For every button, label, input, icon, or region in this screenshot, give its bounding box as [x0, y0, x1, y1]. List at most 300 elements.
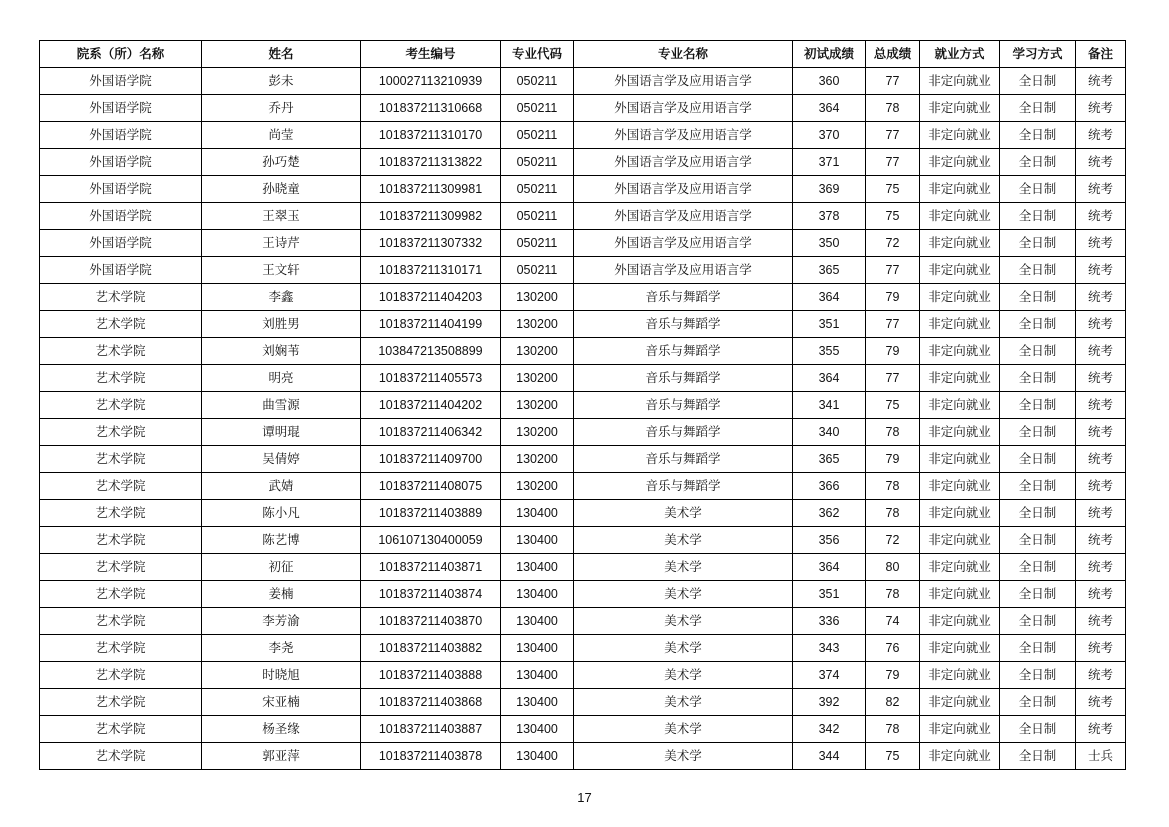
- cell-employment-type: 非定向就业: [920, 446, 1000, 473]
- cell-name: 郭亚萍: [202, 743, 361, 770]
- header-remarks: 备注: [1076, 41, 1126, 68]
- cell-study-mode: 全日制: [1000, 581, 1076, 608]
- cell-major-code: 130400: [501, 608, 574, 635]
- cell-candidate-id: 101837211403878: [361, 743, 501, 770]
- cell-study-mode: 全日制: [1000, 392, 1076, 419]
- cell-name: 彭未: [202, 68, 361, 95]
- cell-initial-score: 341: [793, 392, 866, 419]
- cell-study-mode: 全日制: [1000, 716, 1076, 743]
- cell-total-score: 75: [866, 176, 920, 203]
- header-department: 院系（所）名称: [40, 41, 202, 68]
- cell-major-code: 050211: [501, 203, 574, 230]
- cell-name: 杨圣缘: [202, 716, 361, 743]
- cell-initial-score: 369: [793, 176, 866, 203]
- cell-study-mode: 全日制: [1000, 68, 1076, 95]
- cell-major-code: 130400: [501, 527, 574, 554]
- cell-initial-score: 364: [793, 554, 866, 581]
- cell-candidate-id: 101837211403868: [361, 689, 501, 716]
- table-row: [40, 284, 1126, 311]
- cell-study-mode: 全日制: [1000, 95, 1076, 122]
- cell-major-name: 美术学: [574, 527, 793, 554]
- cell-candidate-id: 101837211310170: [361, 122, 501, 149]
- cell-employment-type: 非定向就业: [920, 122, 1000, 149]
- cell-remarks: 统考: [1076, 176, 1126, 203]
- cell-major-name: 外国语言学及应用语言学: [574, 149, 793, 176]
- cell-name: 曲雪源: [202, 392, 361, 419]
- cell-major-name: 美术学: [574, 635, 793, 662]
- cell-employment-type: 非定向就业: [920, 149, 1000, 176]
- cell-total-score: 78: [866, 581, 920, 608]
- cell-initial-score: 374: [793, 662, 866, 689]
- cell-department: 艺术学院: [40, 581, 202, 608]
- cell-name: 刘娴苇: [202, 338, 361, 365]
- cell-major-name: 音乐与舞蹈学: [574, 419, 793, 446]
- cell-major-code: 130400: [501, 500, 574, 527]
- cell-candidate-id: 101837211310668: [361, 95, 501, 122]
- table-row: [40, 122, 1126, 149]
- cell-candidate-id: 101837211403887: [361, 716, 501, 743]
- cell-study-mode: 全日制: [1000, 662, 1076, 689]
- cell-major-code: 130400: [501, 554, 574, 581]
- cell-study-mode: 全日制: [1000, 284, 1076, 311]
- cell-candidate-id: 106107130400059: [361, 527, 501, 554]
- cell-remarks: 统考: [1076, 149, 1126, 176]
- cell-remarks: 统考: [1076, 473, 1126, 500]
- cell-candidate-id: 101837211309981: [361, 176, 501, 203]
- cell-candidate-id: 101837211403871: [361, 554, 501, 581]
- cell-employment-type: 非定向就业: [920, 338, 1000, 365]
- cell-name: 王诗芹: [202, 230, 361, 257]
- cell-major-name: 美术学: [574, 608, 793, 635]
- cell-major-name: 音乐与舞蹈学: [574, 338, 793, 365]
- cell-name: 王翠玉: [202, 203, 361, 230]
- cell-major-name: 音乐与舞蹈学: [574, 446, 793, 473]
- cell-employment-type: 非定向就业: [920, 203, 1000, 230]
- cell-total-score: 79: [866, 662, 920, 689]
- table-row: [40, 527, 1126, 554]
- cell-department: 艺术学院: [40, 392, 202, 419]
- cell-candidate-id: 101837211403870: [361, 608, 501, 635]
- cell-major-code: 130400: [501, 635, 574, 662]
- admission-roster-table: [39, 40, 1126, 770]
- cell-study-mode: 全日制: [1000, 122, 1076, 149]
- cell-major-code: 050211: [501, 230, 574, 257]
- cell-study-mode: 全日制: [1000, 419, 1076, 446]
- cell-candidate-id: 101837211307332: [361, 230, 501, 257]
- cell-major-name: 美术学: [574, 716, 793, 743]
- cell-total-score: 79: [866, 338, 920, 365]
- cell-remarks: 统考: [1076, 203, 1126, 230]
- cell-major-name: 音乐与舞蹈学: [574, 365, 793, 392]
- cell-total-score: 72: [866, 527, 920, 554]
- cell-name: 吴倩婷: [202, 446, 361, 473]
- cell-total-score: 77: [866, 122, 920, 149]
- cell-employment-type: 非定向就业: [920, 311, 1000, 338]
- cell-initial-score: 344: [793, 743, 866, 770]
- cell-initial-score: 356: [793, 527, 866, 554]
- cell-major-name: 外国语言学及应用语言学: [574, 95, 793, 122]
- page-number: 17: [577, 790, 592, 805]
- cell-total-score: 77: [866, 257, 920, 284]
- cell-total-score: 79: [866, 284, 920, 311]
- table-row: [40, 338, 1126, 365]
- cell-major-code: 050211: [501, 176, 574, 203]
- cell-study-mode: 全日制: [1000, 500, 1076, 527]
- cell-study-mode: 全日制: [1000, 554, 1076, 581]
- cell-remarks: 统考: [1076, 500, 1126, 527]
- cell-initial-score: 362: [793, 500, 866, 527]
- cell-department: 艺术学院: [40, 338, 202, 365]
- cell-study-mode: 全日制: [1000, 149, 1076, 176]
- cell-department: 外国语学院: [40, 95, 202, 122]
- cell-study-mode: 全日制: [1000, 176, 1076, 203]
- table-row: [40, 662, 1126, 689]
- cell-initial-score: 340: [793, 419, 866, 446]
- table-row: [40, 311, 1126, 338]
- cell-study-mode: 全日制: [1000, 743, 1076, 770]
- cell-major-name: 美术学: [574, 662, 793, 689]
- cell-major-name: 外国语言学及应用语言学: [574, 122, 793, 149]
- table-row: [40, 392, 1126, 419]
- cell-candidate-id: 101837211309982: [361, 203, 501, 230]
- cell-study-mode: 全日制: [1000, 203, 1076, 230]
- cell-candidate-id: 101837211408075: [361, 473, 501, 500]
- cell-major-code: 130200: [501, 392, 574, 419]
- cell-total-score: 77: [866, 365, 920, 392]
- cell-department: 外国语学院: [40, 68, 202, 95]
- header-study-mode: 学习方式: [1000, 41, 1076, 68]
- cell-department: 艺术学院: [40, 311, 202, 338]
- cell-total-score: 75: [866, 203, 920, 230]
- cell-study-mode: 全日制: [1000, 311, 1076, 338]
- header-employment-type: 就业方式: [920, 41, 1000, 68]
- cell-remarks: 统考: [1076, 635, 1126, 662]
- cell-initial-score: 343: [793, 635, 866, 662]
- cell-department: 艺术学院: [40, 743, 202, 770]
- cell-major-code: 130400: [501, 716, 574, 743]
- cell-candidate-id: 101837211404203: [361, 284, 501, 311]
- cell-initial-score: 365: [793, 446, 866, 473]
- cell-study-mode: 全日制: [1000, 527, 1076, 554]
- cell-candidate-id: 101837211403889: [361, 500, 501, 527]
- cell-total-score: 78: [866, 419, 920, 446]
- cell-total-score: 77: [866, 68, 920, 95]
- cell-employment-type: 非定向就业: [920, 68, 1000, 95]
- cell-major-name: 美术学: [574, 743, 793, 770]
- cell-department: 艺术学院: [40, 284, 202, 311]
- cell-initial-score: 371: [793, 149, 866, 176]
- header-candidate-id: 考生编号: [361, 41, 501, 68]
- cell-study-mode: 全日制: [1000, 446, 1076, 473]
- cell-employment-type: 非定向就业: [920, 95, 1000, 122]
- table-row: [40, 554, 1126, 581]
- table-row: [40, 743, 1126, 770]
- cell-major-code: 130400: [501, 689, 574, 716]
- cell-employment-type: 非定向就业: [920, 257, 1000, 284]
- cell-candidate-id: 101837211313822: [361, 149, 501, 176]
- cell-department: 艺术学院: [40, 716, 202, 743]
- cell-total-score: 78: [866, 95, 920, 122]
- cell-employment-type: 非定向就业: [920, 230, 1000, 257]
- cell-major-name: 美术学: [574, 581, 793, 608]
- cell-major-code: 130200: [501, 419, 574, 446]
- cell-total-score: 76: [866, 635, 920, 662]
- cell-major-code: 130400: [501, 743, 574, 770]
- cell-department: 外国语学院: [40, 203, 202, 230]
- cell-remarks: 统考: [1076, 581, 1126, 608]
- cell-department: 艺术学院: [40, 554, 202, 581]
- cell-name: 孙晓童: [202, 176, 361, 203]
- cell-department: 外国语学院: [40, 176, 202, 203]
- cell-employment-type: 非定向就业: [920, 554, 1000, 581]
- table-row: [40, 419, 1126, 446]
- cell-remarks: 统考: [1076, 311, 1126, 338]
- cell-major-name: 音乐与舞蹈学: [574, 473, 793, 500]
- cell-major-code: 130400: [501, 662, 574, 689]
- cell-name: 时晓旭: [202, 662, 361, 689]
- header-major-name: 专业名称: [574, 41, 793, 68]
- cell-major-code: 130200: [501, 311, 574, 338]
- table-row: [40, 608, 1126, 635]
- cell-name: 李尧: [202, 635, 361, 662]
- cell-employment-type: 非定向就业: [920, 581, 1000, 608]
- cell-remarks: 士兵: [1076, 743, 1126, 770]
- cell-name: 尚莹: [202, 122, 361, 149]
- cell-remarks: 统考: [1076, 95, 1126, 122]
- cell-remarks: 统考: [1076, 284, 1126, 311]
- cell-major-code: 130200: [501, 446, 574, 473]
- cell-department: 艺术学院: [40, 419, 202, 446]
- cell-remarks: 统考: [1076, 554, 1126, 581]
- cell-department: 艺术学院: [40, 662, 202, 689]
- cell-remarks: 统考: [1076, 365, 1126, 392]
- cell-major-name: 美术学: [574, 554, 793, 581]
- cell-total-score: 82: [866, 689, 920, 716]
- roster-body: [40, 68, 1126, 770]
- cell-remarks: 统考: [1076, 527, 1126, 554]
- table-row: [40, 689, 1126, 716]
- cell-name: 陈小凡: [202, 500, 361, 527]
- cell-name: 王文轩: [202, 257, 361, 284]
- cell-department: 艺术学院: [40, 635, 202, 662]
- cell-total-score: 80: [866, 554, 920, 581]
- cell-candidate-id: 101837211403882: [361, 635, 501, 662]
- cell-initial-score: 336: [793, 608, 866, 635]
- cell-major-name: 外国语言学及应用语言学: [574, 230, 793, 257]
- cell-total-score: 77: [866, 149, 920, 176]
- table-row: [40, 635, 1126, 662]
- cell-candidate-id: 101837211406342: [361, 419, 501, 446]
- cell-initial-score: 360: [793, 68, 866, 95]
- table-row: [40, 716, 1126, 743]
- cell-employment-type: 非定向就业: [920, 608, 1000, 635]
- cell-major-code: 130200: [501, 365, 574, 392]
- cell-total-score: 77: [866, 311, 920, 338]
- header-initial-score: 初试成绩: [793, 41, 866, 68]
- cell-study-mode: 全日制: [1000, 473, 1076, 500]
- cell-employment-type: 非定向就业: [920, 500, 1000, 527]
- cell-department: 艺术学院: [40, 608, 202, 635]
- cell-major-name: 美术学: [574, 689, 793, 716]
- cell-candidate-id: 101837211405573: [361, 365, 501, 392]
- cell-major-code: 050211: [501, 95, 574, 122]
- cell-department: 外国语学院: [40, 257, 202, 284]
- cell-name: 孙巧楚: [202, 149, 361, 176]
- cell-major-code: 050211: [501, 122, 574, 149]
- cell-initial-score: 355: [793, 338, 866, 365]
- cell-initial-score: 370: [793, 122, 866, 149]
- cell-candidate-id: 101837211310171: [361, 257, 501, 284]
- cell-total-score: 78: [866, 473, 920, 500]
- cell-major-code: 050211: [501, 149, 574, 176]
- cell-total-score: 79: [866, 446, 920, 473]
- table-row: [40, 176, 1126, 203]
- cell-remarks: 统考: [1076, 608, 1126, 635]
- table-row: [40, 581, 1126, 608]
- cell-total-score: 75: [866, 392, 920, 419]
- cell-department: 艺术学院: [40, 527, 202, 554]
- cell-candidate-id: 101837211404199: [361, 311, 501, 338]
- cell-initial-score: 351: [793, 581, 866, 608]
- table-row: [40, 149, 1126, 176]
- cell-remarks: 统考: [1076, 662, 1126, 689]
- cell-major-name: 外国语言学及应用语言学: [574, 68, 793, 95]
- cell-name: 姜楠: [202, 581, 361, 608]
- cell-total-score: 75: [866, 743, 920, 770]
- cell-major-name: 美术学: [574, 500, 793, 527]
- cell-major-name: 外国语言学及应用语言学: [574, 176, 793, 203]
- cell-name: 乔丹: [202, 95, 361, 122]
- cell-department: 艺术学院: [40, 689, 202, 716]
- cell-employment-type: 非定向就业: [920, 419, 1000, 446]
- cell-employment-type: 非定向就业: [920, 635, 1000, 662]
- cell-employment-type: 非定向就业: [920, 392, 1000, 419]
- cell-name: 武婧: [202, 473, 361, 500]
- cell-initial-score: 364: [793, 284, 866, 311]
- cell-department: 艺术学院: [40, 446, 202, 473]
- cell-major-name: 外国语言学及应用语言学: [574, 203, 793, 230]
- cell-initial-score: 392: [793, 689, 866, 716]
- cell-employment-type: 非定向就业: [920, 365, 1000, 392]
- cell-study-mode: 全日制: [1000, 230, 1076, 257]
- cell-name: 李鑫: [202, 284, 361, 311]
- cell-study-mode: 全日制: [1000, 338, 1076, 365]
- cell-name: 陈艺博: [202, 527, 361, 554]
- cell-department: 艺术学院: [40, 473, 202, 500]
- cell-candidate-id: 101837211403888: [361, 662, 501, 689]
- cell-major-name: 音乐与舞蹈学: [574, 392, 793, 419]
- cell-employment-type: 非定向就业: [920, 716, 1000, 743]
- cell-employment-type: 非定向就业: [920, 689, 1000, 716]
- table-row: [40, 500, 1126, 527]
- cell-major-code: 130200: [501, 473, 574, 500]
- cell-remarks: 统考: [1076, 230, 1126, 257]
- cell-remarks: 统考: [1076, 68, 1126, 95]
- header-name: 姓名: [202, 41, 361, 68]
- cell-major-code: 130200: [501, 338, 574, 365]
- cell-major-code: 130200: [501, 284, 574, 311]
- cell-major-code: 050211: [501, 68, 574, 95]
- cell-department: 外国语学院: [40, 122, 202, 149]
- cell-department: 外国语学院: [40, 230, 202, 257]
- cell-initial-score: 364: [793, 365, 866, 392]
- cell-total-score: 72: [866, 230, 920, 257]
- cell-employment-type: 非定向就业: [920, 527, 1000, 554]
- cell-remarks: 统考: [1076, 122, 1126, 149]
- cell-major-name: 音乐与舞蹈学: [574, 284, 793, 311]
- cell-study-mode: 全日制: [1000, 257, 1076, 284]
- cell-employment-type: 非定向就业: [920, 662, 1000, 689]
- cell-major-code: 130400: [501, 581, 574, 608]
- cell-candidate-id: 100027113210939: [361, 68, 501, 95]
- cell-initial-score: 365: [793, 257, 866, 284]
- cell-name: 李芳渝: [202, 608, 361, 635]
- cell-department: 外国语学院: [40, 149, 202, 176]
- cell-study-mode: 全日制: [1000, 608, 1076, 635]
- cell-initial-score: 378: [793, 203, 866, 230]
- table-row: [40, 230, 1126, 257]
- cell-remarks: 统考: [1076, 257, 1126, 284]
- cell-major-name: 外国语言学及应用语言学: [574, 257, 793, 284]
- cell-study-mode: 全日制: [1000, 689, 1076, 716]
- cell-initial-score: 364: [793, 95, 866, 122]
- cell-employment-type: 非定向就业: [920, 284, 1000, 311]
- header-row: [40, 41, 1126, 68]
- table-row: [40, 203, 1126, 230]
- table-row: [40, 95, 1126, 122]
- cell-remarks: 统考: [1076, 338, 1126, 365]
- header-total-score: 总成绩: [866, 41, 920, 68]
- cell-remarks: 统考: [1076, 689, 1126, 716]
- cell-candidate-id: 103847213508899: [361, 338, 501, 365]
- cell-name: 明亮: [202, 365, 361, 392]
- table-row: [40, 257, 1126, 284]
- table-row: [40, 365, 1126, 392]
- cell-department: 艺术学院: [40, 365, 202, 392]
- cell-name: 初征: [202, 554, 361, 581]
- cell-candidate-id: 101837211404202: [361, 392, 501, 419]
- header-major-code: 专业代码: [501, 41, 574, 68]
- cell-major-name: 音乐与舞蹈学: [574, 311, 793, 338]
- cell-employment-type: 非定向就业: [920, 743, 1000, 770]
- cell-remarks: 统考: [1076, 392, 1126, 419]
- cell-total-score: 78: [866, 500, 920, 527]
- cell-remarks: 统考: [1076, 716, 1126, 743]
- table-row: [40, 473, 1126, 500]
- cell-employment-type: 非定向就业: [920, 473, 1000, 500]
- roster-sheet: [39, 40, 1125, 770]
- cell-name: 宋亚楠: [202, 689, 361, 716]
- cell-initial-score: 366: [793, 473, 866, 500]
- table-row: [40, 68, 1126, 95]
- cell-initial-score: 342: [793, 716, 866, 743]
- cell-name: 谭明琨: [202, 419, 361, 446]
- cell-total-score: 74: [866, 608, 920, 635]
- cell-total-score: 78: [866, 716, 920, 743]
- cell-remarks: 统考: [1076, 419, 1126, 446]
- cell-study-mode: 全日制: [1000, 635, 1076, 662]
- cell-study-mode: 全日制: [1000, 365, 1076, 392]
- cell-remarks: 统考: [1076, 446, 1126, 473]
- cell-name: 刘胜男: [202, 311, 361, 338]
- table-row: [40, 446, 1126, 473]
- cell-employment-type: 非定向就业: [920, 176, 1000, 203]
- cell-initial-score: 351: [793, 311, 866, 338]
- cell-candidate-id: 101837211403874: [361, 581, 501, 608]
- cell-initial-score: 350: [793, 230, 866, 257]
- cell-department: 艺术学院: [40, 500, 202, 527]
- cell-candidate-id: 101837211409700: [361, 446, 501, 473]
